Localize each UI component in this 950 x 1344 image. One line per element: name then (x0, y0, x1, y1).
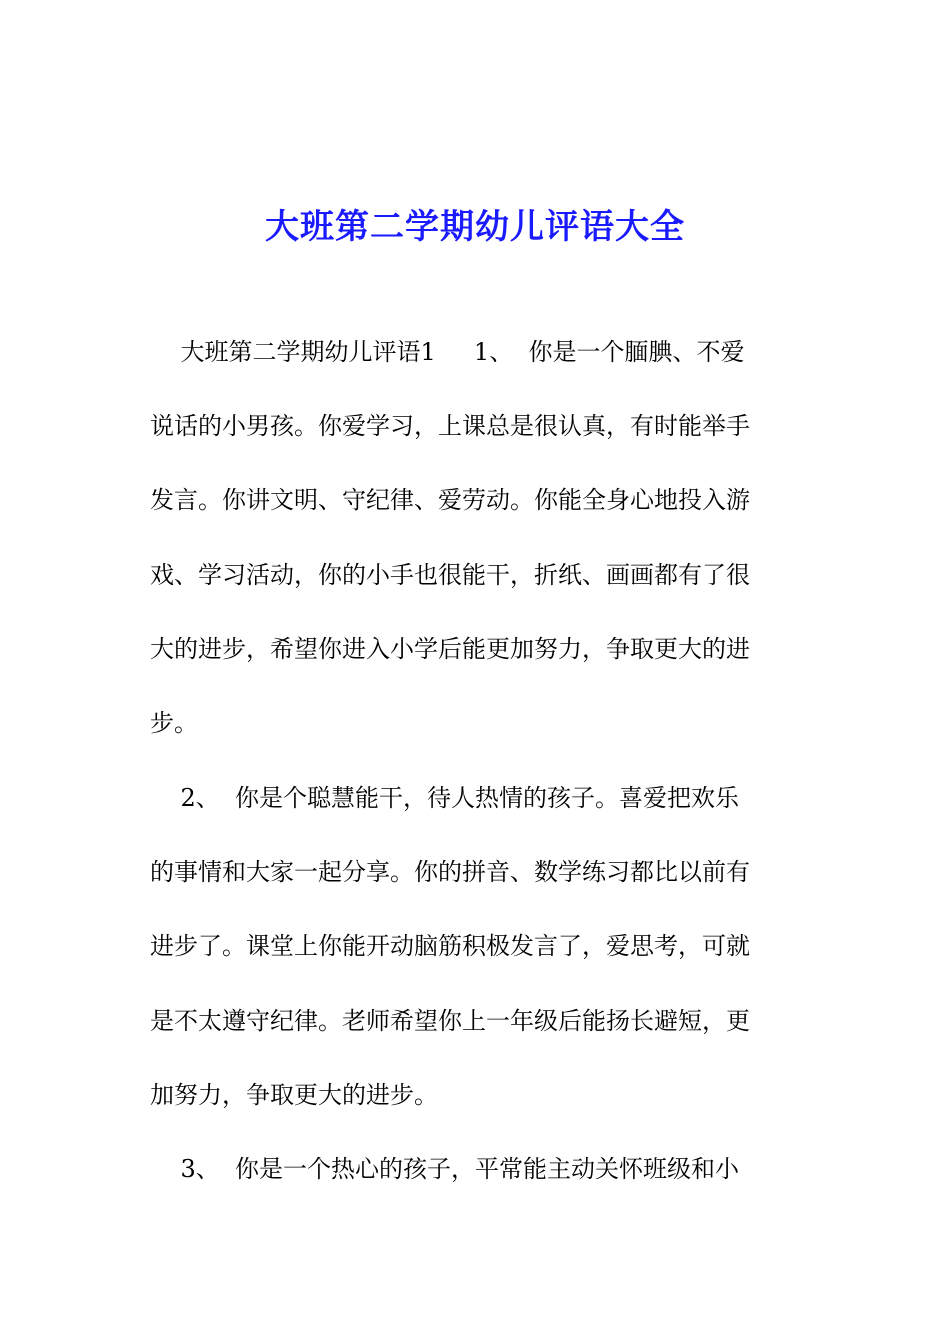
paragraph-line: 戏、学习活动，你的小手也很能干，折纸、画画都有了很 (150, 561, 750, 589)
paragraph-line: 是不太遵守纪律。老师希望你上一年级后能扬长避短，更 (150, 1007, 750, 1035)
paragraph-line: 加努力，争取更大的进步。 (150, 1081, 438, 1109)
paragraph-line: 2、 你是个聪慧能干，待人热情的孩子。喜爱把欢乐 (150, 784, 740, 812)
paragraph-line: 说话的小男孩。你爱学习，上课总是很认真，有时能举手 (150, 412, 750, 440)
paragraph-line: 进步了。课堂上你能开动脑筋积极发言了，爱思考，可就 (150, 932, 750, 960)
paragraph-line: 大班第二学期幼儿评语1 1、 你是一个腼腆、不爱 (150, 338, 745, 366)
paragraph-line: 发言。你讲文明、守纪律、爱劳动。你能全身心地投入游 (150, 486, 750, 514)
document-title: 大班第二学期幼儿评语大全 (265, 206, 685, 247)
paragraph-line: 步。 (150, 709, 198, 737)
paragraph-line: 的事情和大家一起分享。你的拼音、数学练习都比以前有 (150, 858, 750, 886)
paragraph-line: 大的进步，希望你进入小学后能更加努力，争取更大的进 (150, 635, 750, 663)
paragraph-line: 3、 你是一个热心的孩子，平常能主动关怀班级和小 (150, 1155, 740, 1183)
